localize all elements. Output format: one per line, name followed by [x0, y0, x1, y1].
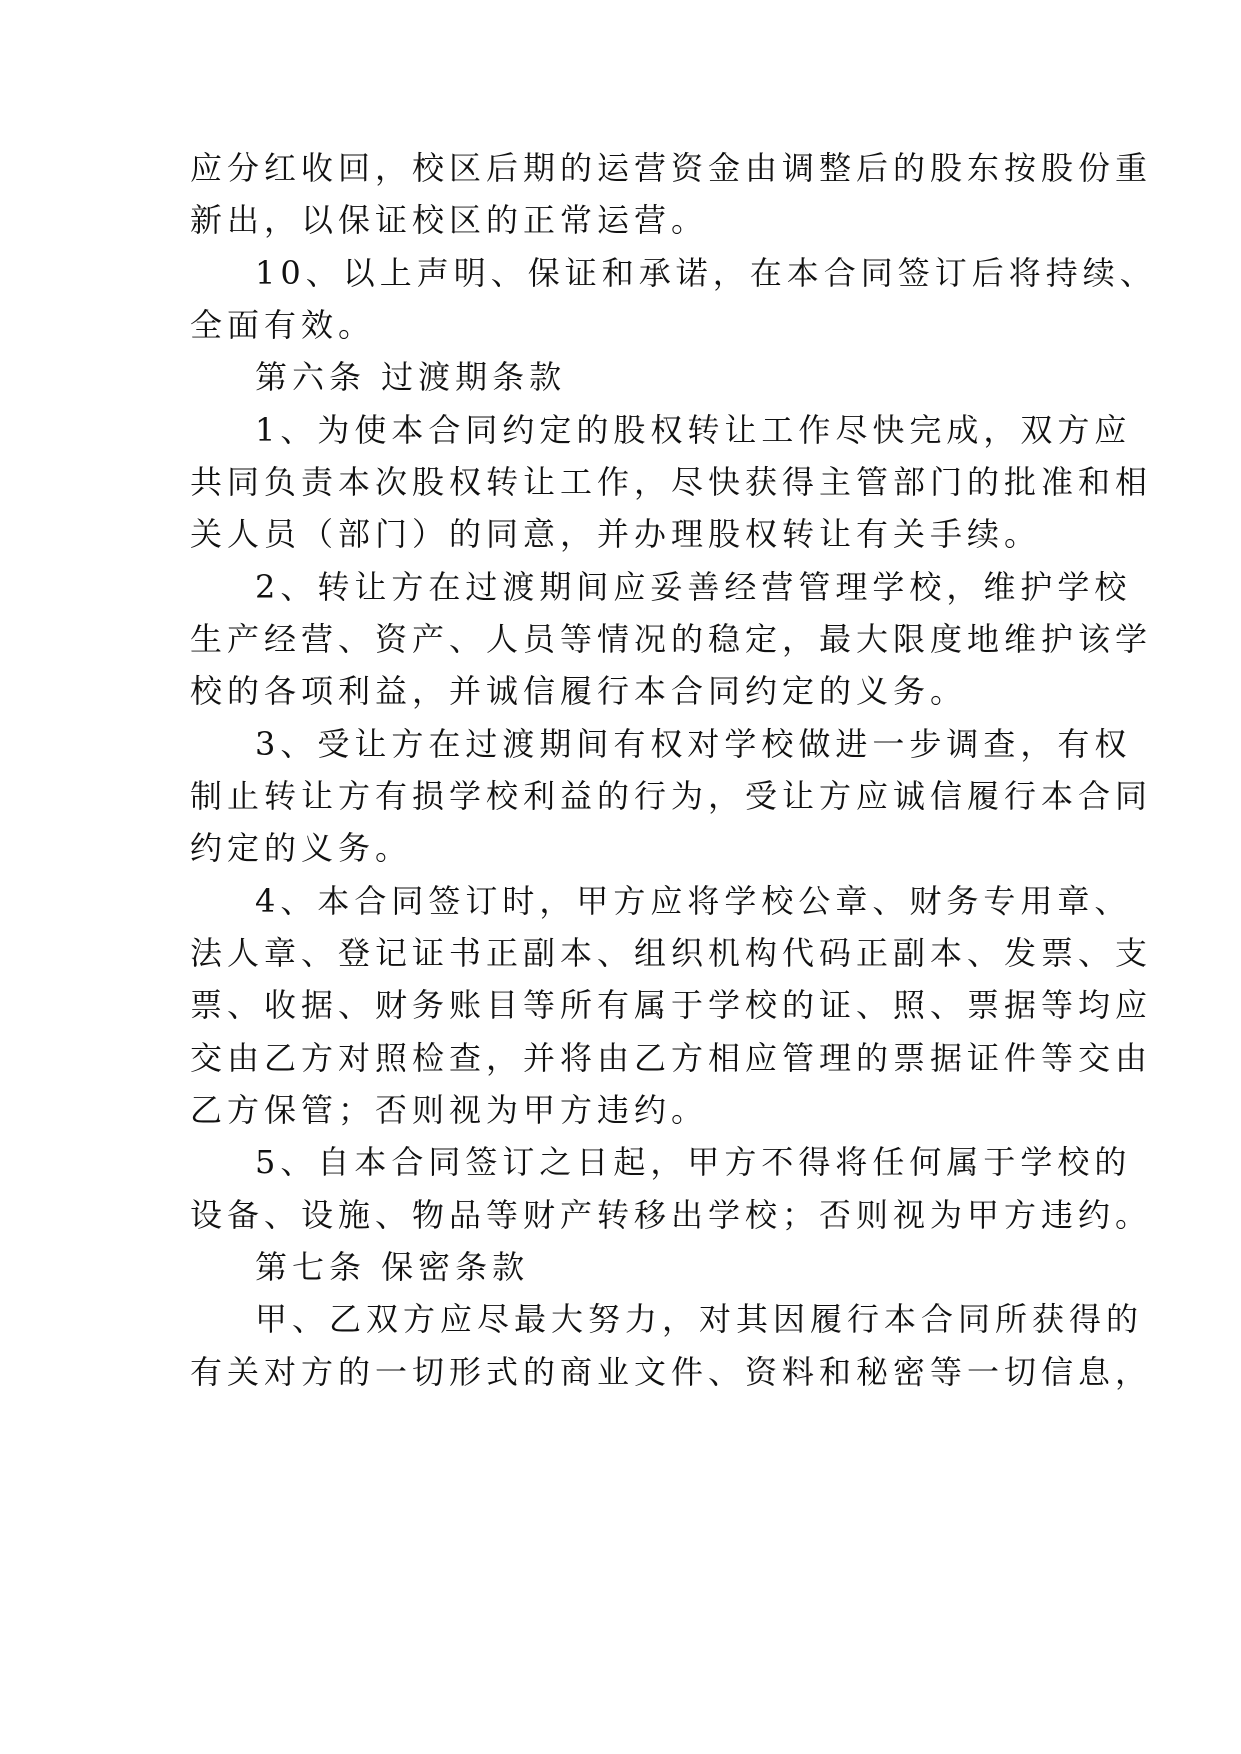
text-line: 3、受让方在过渡期间有权对学校做进一步调查，有权: [255, 725, 1132, 763]
text-line: 5、自本合同签订之日起，甲方不得将任何属于学校的: [255, 1143, 1132, 1181]
text-line: 1、为使本合同约定的股权转让工作尽快完成，双方应: [255, 411, 1132, 449]
text-line: 制止转让方有损学校利益的行为，受让方应诚信履行本合同: [190, 777, 1153, 815]
text-line: 交由乙方对照检查，并将由乙方相应管理的票据证件等交由: [190, 1039, 1153, 1077]
text-line: 甲、乙双方应尽最大努力，对其因履行本合同所获得的: [255, 1300, 1144, 1338]
text-line: 校的各项利益，并诚信履行本合同约定的义务。: [190, 672, 968, 710]
text-line: 法人章、登记证书正副本、组织机构代码正副本、发票、支: [190, 934, 1153, 972]
text-line: 有关对方的一切形式的商业文件、资料和秘密等一切信息，: [190, 1353, 1153, 1391]
text-line: 共同负责本次股权转让工作，尽快获得主管部门的批准和相: [190, 463, 1153, 501]
text-line: 关人员（部门）的同意，并办理股权转让有关手续。: [190, 515, 1042, 553]
text-line: 生产经营、资产、人员等情况的稳定，最大限度地维护该学: [190, 620, 1153, 658]
text-line: 设备、设施、物品等财产转移出学校；否则视为甲方违约。: [190, 1196, 1153, 1234]
text-line: 票、收据、财务账目等所有属于学校的证、照、票据等均应: [190, 986, 1153, 1024]
text-line: 应分红收回，校区后期的运营资金由调整后的股东按股份重: [190, 149, 1153, 187]
section-heading: 第七条 保密条款: [255, 1248, 530, 1286]
text-line: 4、本合同签订时，甲方应将学校公章、财务专用章、: [255, 882, 1132, 920]
text-line: 约定的义务。: [190, 829, 413, 867]
text-line: 10、以上声明、保证和承诺，在本合同签订后将持续、: [255, 254, 1157, 292]
section-heading: 第六条 过渡期条款: [255, 358, 567, 396]
text-line: 乙方保管；否则视为甲方违约。: [190, 1091, 709, 1129]
text-line: 2、转让方在过渡期间应妥善经营管理学校，维护学校: [255, 568, 1132, 606]
text-line: 全面有效。: [190, 306, 376, 344]
text-line: 新出，以保证校区的正常运营。: [190, 201, 709, 239]
